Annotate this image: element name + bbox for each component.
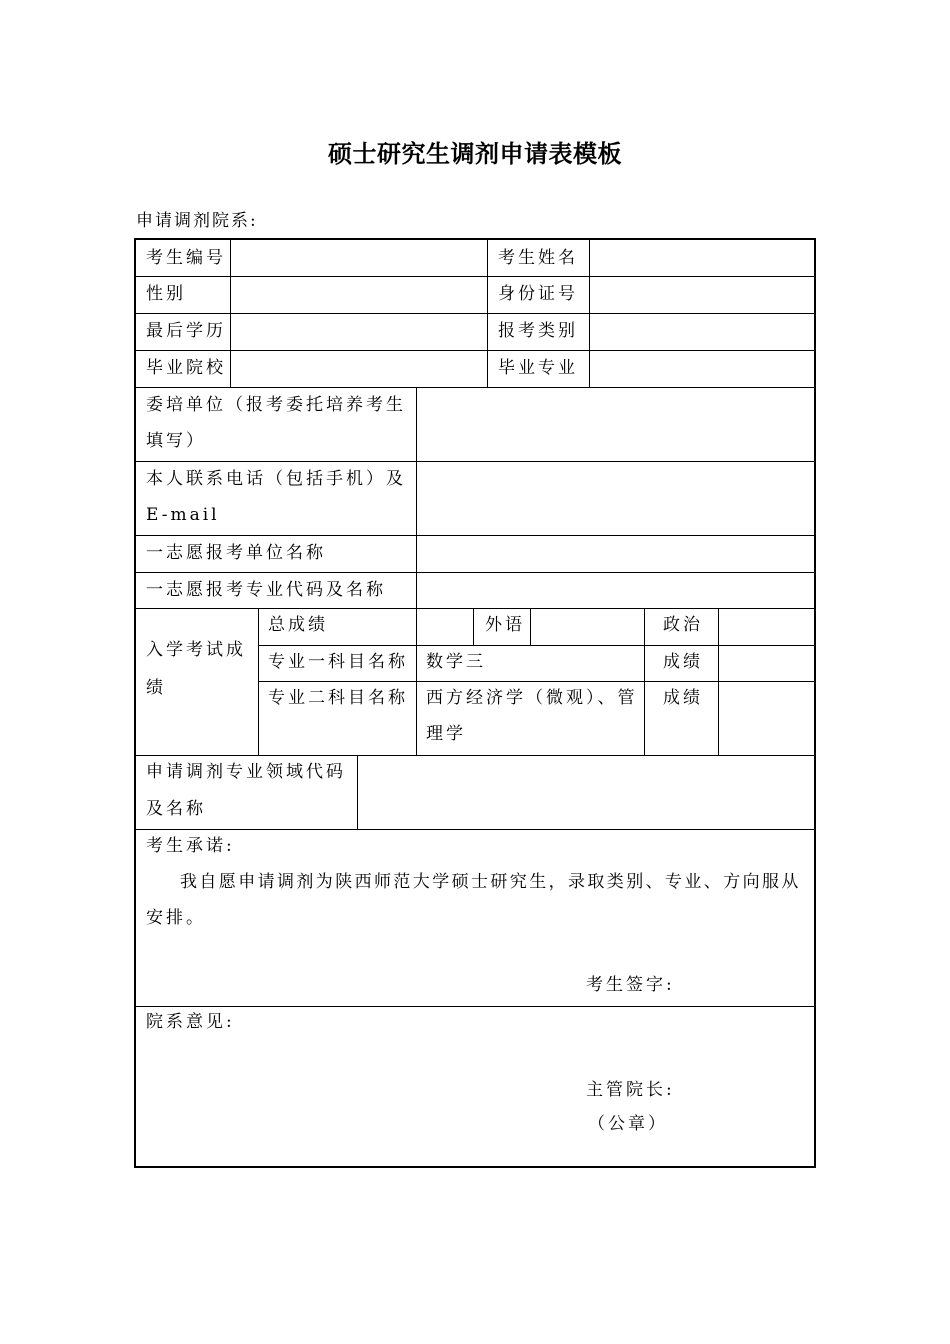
col-line — [530, 608, 531, 645]
row-line — [136, 313, 814, 314]
application-form — [134, 238, 816, 1168]
pledge-text: 我自愿申请调剂为陕西师范大学硕士研究生，录取类别、专业、方向服从 — [180, 872, 801, 892]
opinion-label: 院系意见: — [146, 1012, 235, 1032]
row-line — [136, 829, 814, 830]
exam-category-label: 报考类别 — [498, 321, 578, 341]
politics-label: 政治 — [663, 615, 703, 635]
scores-label-cont: 绩 — [146, 678, 166, 698]
subject2-score-label: 成绩 — [663, 688, 703, 708]
subject1-name-label: 专业一科目名称 — [268, 652, 408, 672]
col-line — [644, 608, 645, 755]
scores-label: 入学考试成 — [146, 640, 246, 660]
pledge-label: 考生承诺: — [146, 836, 235, 856]
page-title: 硕士研究生调剂申请表模板 — [328, 140, 622, 168]
col-line — [258, 608, 259, 755]
graduated-major-label: 毕业专业 — [498, 358, 578, 378]
row-line — [136, 1006, 814, 1007]
col-line — [589, 240, 590, 387]
apply-major-label-cont: 及名称 — [146, 799, 206, 819]
total-score-label: 总成绩 — [268, 615, 328, 635]
commission-unit-label: 委培单位（报考委托培养考生 — [146, 395, 406, 415]
subject2-name-cont: 理学 — [426, 724, 466, 744]
subject2-name-label: 专业二科目名称 — [268, 688, 408, 708]
subject1-score-label: 成绩 — [663, 652, 703, 672]
dean-label: 主管院长: — [586, 1080, 675, 1100]
row-line — [136, 350, 814, 351]
row-line — [136, 276, 814, 277]
signature-label: 考生签字: — [586, 975, 675, 995]
subject1-name: 数学三 — [426, 652, 486, 672]
col-line — [230, 240, 231, 387]
col-line — [473, 608, 474, 645]
apply-major-label: 申请调剂专业领域代码 — [146, 762, 346, 782]
commission-unit-label-cont: 填写） — [146, 431, 206, 451]
contact-label: 本人联系电话（包括手机）及 — [146, 469, 406, 489]
foreign-language-label: 外语 — [485, 615, 525, 635]
last-education-label: 最后学历 — [146, 321, 226, 341]
col-line — [487, 240, 488, 387]
col-line — [416, 387, 417, 608]
graduated-school-label: 毕业院校 — [146, 358, 226, 378]
contact-label-cont: E-mail — [146, 505, 220, 525]
row-line — [718, 681, 814, 682]
subject2-name: 西方经济学（微观）、管 — [426, 688, 638, 708]
row-line — [136, 608, 814, 609]
col-line — [357, 755, 358, 829]
row-line — [718, 645, 814, 646]
col-line — [416, 608, 417, 755]
pledge-text-cont: 安排。 — [146, 908, 206, 928]
first-choice-unit-label: 一志愿报考单位名称 — [146, 543, 326, 563]
id-number-label: 身份证号 — [498, 284, 578, 304]
first-choice-major-label: 一志愿报考专业代码及名称 — [146, 580, 386, 600]
exam-number-label: 考生编号 — [146, 248, 226, 268]
gender-label: 性别 — [146, 284, 186, 304]
department-label: 申请调剂院系: — [136, 211, 258, 231]
name-label: 考生姓名 — [498, 248, 578, 268]
col-line — [718, 608, 719, 755]
seal-label: （公章） — [588, 1114, 668, 1134]
